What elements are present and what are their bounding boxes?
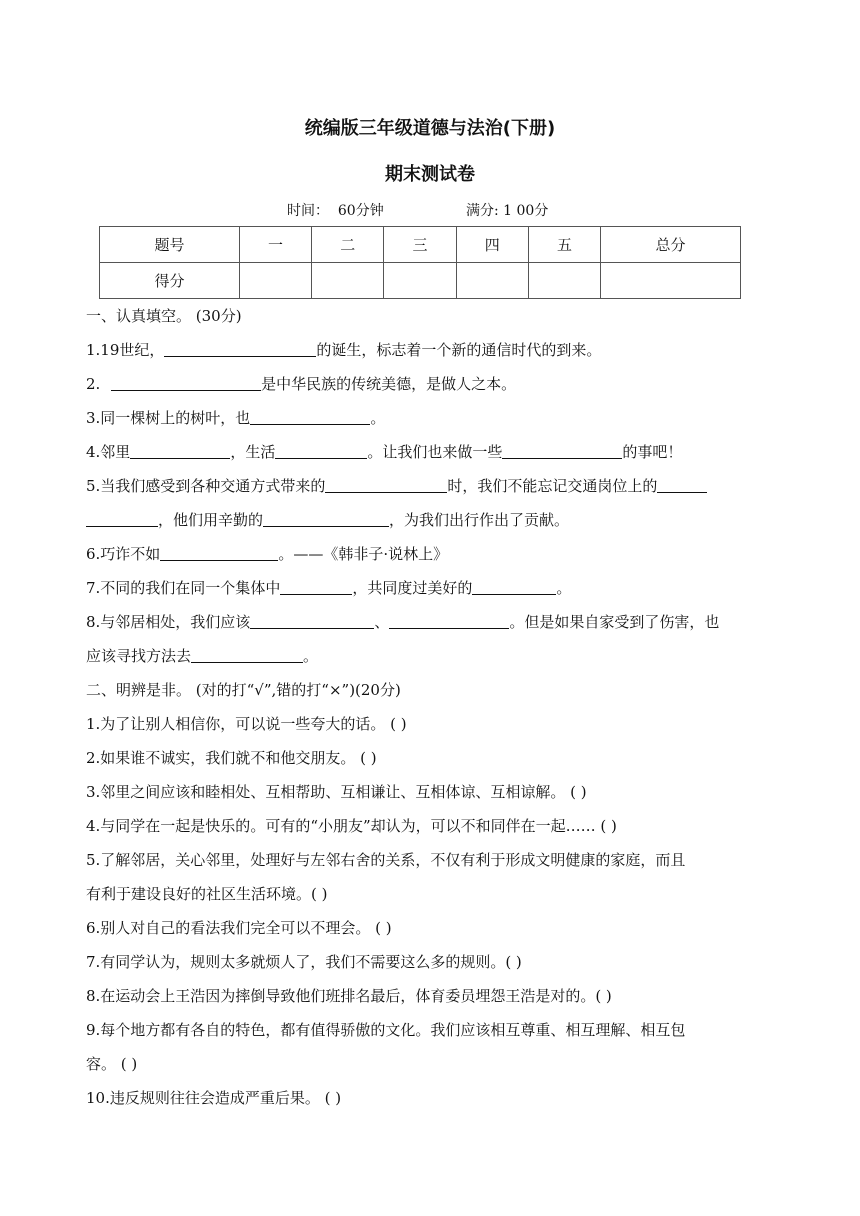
section1-heading: 一、认真填空。 (30分) xyxy=(86,307,242,325)
q1-text-b: 的诞生，标志着一个新的通信时代的到来。 xyxy=(316,341,602,359)
q5-blank-2-cont[interactable] xyxy=(86,510,158,527)
q7-text-c: 。 xyxy=(556,579,572,597)
q8-text-c: 。但是如果自家受到了伤害，也 xyxy=(509,613,720,631)
judge-item: 8.在运动会上王浩因为摔倒导致他们班排名最后，体育委员埋怨王浩是对的。( ) xyxy=(86,987,612,1005)
q2-text-b: 是中华民族的传统美德，是做人之本。 xyxy=(261,375,517,393)
score-table xyxy=(99,226,741,299)
score-table-header-cell: 五 xyxy=(528,227,600,263)
full-score: 满分: 1 00分 xyxy=(466,203,549,219)
score-table-score-row xyxy=(100,263,741,299)
q8-text-a: 8.与邻居相处，我们应该 xyxy=(86,613,251,631)
score-cell[interactable] xyxy=(601,263,741,299)
score-table-header-cell: 二 xyxy=(312,227,384,263)
score-table-header-row xyxy=(100,227,741,263)
exam-title: 统编版三年级道德与法治(下册) xyxy=(304,118,556,139)
q7-blank-1[interactable] xyxy=(280,578,352,595)
q1-blank[interactable] xyxy=(164,340,316,357)
q7-blank-2[interactable] xyxy=(472,578,556,595)
q4-text-b: ，生活 xyxy=(230,443,276,461)
q8-text-e: 。 xyxy=(303,647,319,665)
q8-text-d: 应该寻找方法去 xyxy=(86,647,192,665)
question-7 xyxy=(86,578,571,598)
q6-text-b: 。——《韩非子·说林上》 xyxy=(278,545,449,563)
q5-text-a: 5.当我们感受到各种交通方式带来的 xyxy=(86,477,326,495)
judge-item: 10.违反规则往往会造成严重后果。 ( ) xyxy=(86,1089,342,1107)
judge-item: 9.每个地方都有各自的特色，都有值得骄傲的文化。我们应该相互尊重、相互理解、相互包 xyxy=(86,1021,686,1039)
q4-text-c: 。让我们也来做一些 xyxy=(367,443,503,461)
q4-text-d: 的事吧！ xyxy=(622,443,683,461)
time-limit: 时间： 60分钟 xyxy=(287,203,384,219)
judge-item: 2.如果谁不诚实，我们就不和他交朋友。 ( ) xyxy=(86,749,377,767)
question-8-line-2 xyxy=(86,646,318,666)
q5-blank-1[interactable] xyxy=(325,476,447,493)
judge-item: 6.别人对自己的看法我们完全可以不理会。 ( ) xyxy=(86,919,392,937)
score-cell[interactable] xyxy=(239,263,311,299)
q5-text-c: ，他们用辛勤的 xyxy=(158,511,264,529)
question-5-line-1 xyxy=(86,476,707,496)
question-8-line-1 xyxy=(86,612,719,632)
q8-blank-2[interactable] xyxy=(389,612,509,629)
q2-text-a: 2. xyxy=(86,375,106,393)
question-2 xyxy=(86,374,516,394)
q6-text-a: 6.巧诈不如 xyxy=(86,545,161,563)
q5-blank-2[interactable] xyxy=(657,476,707,493)
question-1 xyxy=(86,340,601,360)
q4-text-a: 4.邻里 xyxy=(86,443,131,461)
q3-text-b: 。 xyxy=(370,409,386,427)
section2-heading: 二、明辨是非。 (对的打“√”,错的打“×”)(20分) xyxy=(86,681,401,699)
question-6 xyxy=(86,544,448,564)
q7-text-b: ，共同度过美好的 xyxy=(352,579,473,597)
q4-blank-3[interactable] xyxy=(502,442,622,459)
score-cell[interactable] xyxy=(312,263,384,299)
score-cell[interactable] xyxy=(384,263,456,299)
question-3 xyxy=(86,408,385,428)
q1-text-a: 1.19世纪， xyxy=(86,341,165,359)
judge-item: 7.有同学认为，规则太多就烦人了，我们不需要这么多的规则。( ) xyxy=(86,953,522,971)
q8-blank-1[interactable] xyxy=(250,612,374,629)
judge-item-continuation: 容。 ( ) xyxy=(86,1055,138,1073)
q5-blank-3[interactable] xyxy=(263,510,389,527)
score-table-header-cell: 三 xyxy=(384,227,456,263)
q6-blank[interactable] xyxy=(160,544,278,561)
q3-blank[interactable] xyxy=(250,408,370,425)
score-table-header-cell: 总分 xyxy=(601,227,741,263)
score-cell[interactable] xyxy=(528,263,600,299)
score-row-label: 得分 xyxy=(100,263,240,299)
score-table-header-cell: 题号 xyxy=(100,227,240,263)
judge-item: 5.了解邻居，关心邻里，处理好与左邻右舍的关系，不仅有利于形成文明健康的家庭，而且 xyxy=(86,851,686,869)
score-table-header-cell: 一 xyxy=(239,227,311,263)
score-cell[interactable] xyxy=(456,263,528,299)
question-4 xyxy=(86,442,682,462)
q5-text-d: ，为我们出行作出了贡献。 xyxy=(389,511,570,529)
q4-blank-2[interactable] xyxy=(275,442,367,459)
q8-text-b: 、 xyxy=(374,613,390,631)
judge-item-continuation: 有利于建设良好的社区生活环境。( ) xyxy=(86,885,328,903)
question-5-line-2 xyxy=(86,510,569,530)
q2-blank[interactable] xyxy=(111,374,261,391)
score-table-header-cell: 四 xyxy=(456,227,528,263)
q3-text-a: 3.同一棵树上的树叶，也 xyxy=(86,409,251,427)
exam-subtitle: 期末测试卷 xyxy=(385,164,475,185)
judge-item: 1.为了让别人相信你，可以说一些夸大的话。 ( ) xyxy=(86,715,407,733)
judge-item: 3.邻里之间应该和睦相处、互相帮助、互相谦让、互相体谅、互相谅解。 ( ) xyxy=(86,783,587,801)
q5-text-b: 时，我们不能忘记交通岗位上的 xyxy=(447,477,658,495)
q7-text-a: 7.不同的我们在同一个集体中 xyxy=(86,579,281,597)
judge-item: 4.与同学在一起是快乐的。可有的“小朋友”却认为，可以不和同伴在一起…… ( ) xyxy=(86,817,617,835)
q4-blank-1[interactable] xyxy=(130,442,230,459)
q8-blank-3[interactable] xyxy=(191,646,303,663)
